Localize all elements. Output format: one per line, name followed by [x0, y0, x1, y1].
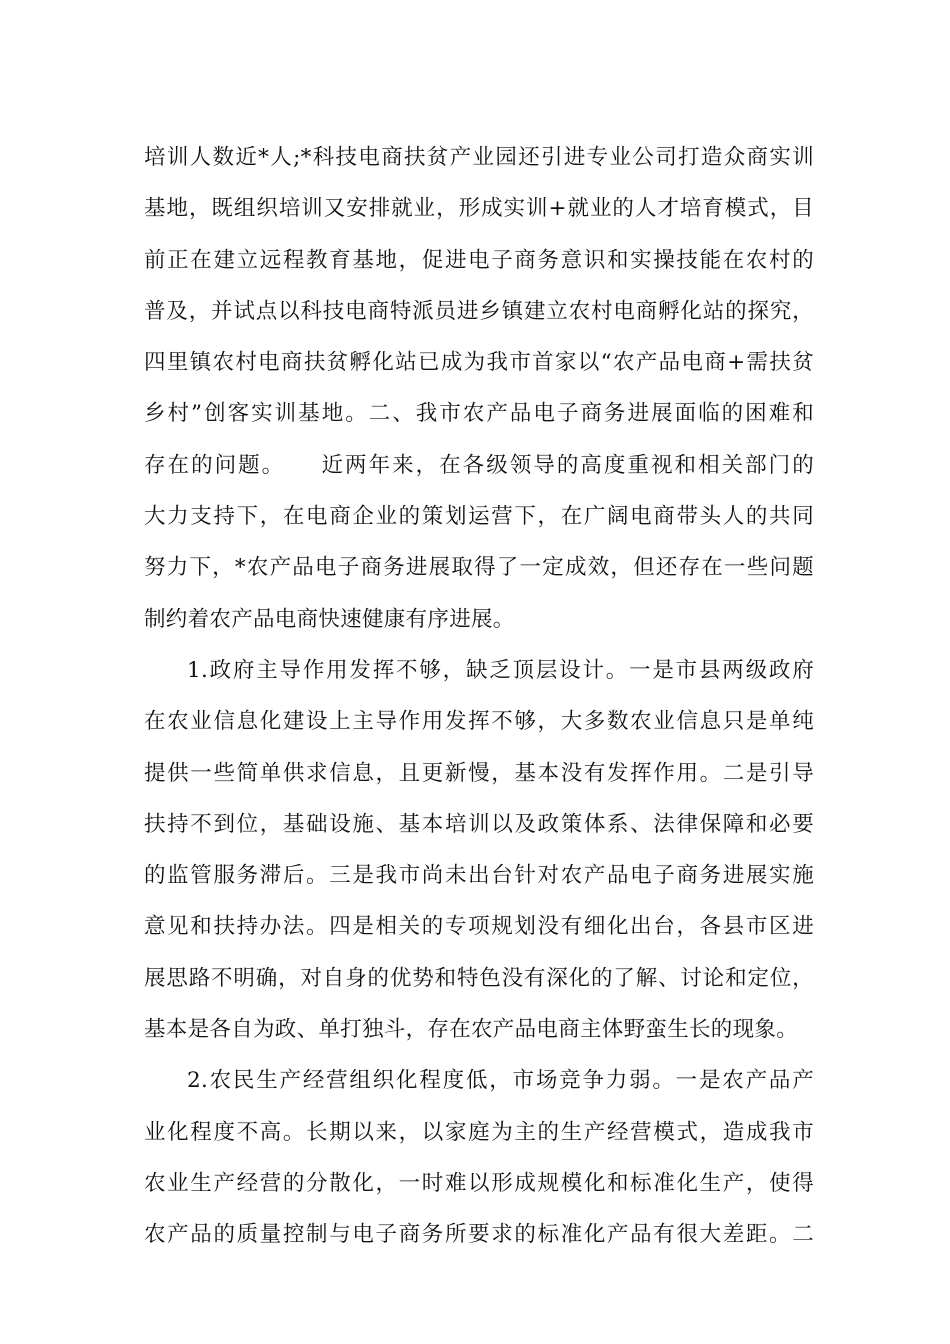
text-line: 的监管服务滞后。三是我市尚未出台针对农产品电子商务进展实施: [144, 863, 814, 889]
text-line: 提供一些简单供求信息，且更新慢，基本没有发挥作用。二是引导: [144, 760, 814, 786]
text-line: 大力支持下，在电商企业的策划运营下，在广阔电商带头人的共同: [144, 504, 814, 530]
text-line: 制约着农产品电商快速健康有序进展。: [144, 606, 515, 632]
text-line: 基本是各自为政、单打独斗，存在农产品电商主体野蛮生长的现象。: [144, 1017, 799, 1043]
text-line: 农产品的质量控制与电子商务所要求的标准化产品有很大差距。二: [144, 1222, 814, 1248]
text-line: 意见和扶持办法。四是相关的专项规划没有细化出台，各县市区进: [144, 914, 814, 940]
text-line: 乡村”创客实训基地。二、我市农产品电子商务进展面临的困难和: [144, 401, 814, 427]
text-line: 扶持不到位，基础设施、基本培训以及政策体系、法律保障和必要: [144, 811, 814, 837]
text-line: 普及，并试点以科技电商特派员进乡镇建立农村电商孵化站的探究，: [144, 298, 814, 324]
text-line: 培训人数近*人;*科技电商扶贫产业园还引进专业公司打造众商实训: [144, 145, 814, 170]
text-line: 存在的问题。 近两年来，在各级领导的高度重视和相关部门的: [144, 452, 814, 478]
text-line: 2.农民生产经营组织化程度低，市场竞争力弱。一是农产品产: [187, 1068, 814, 1094]
text-line: 努力下，*农产品电子商务进展取得了一定成效，但还存在一些问题: [144, 555, 814, 581]
text-line: 1.政府主导作用发挥不够，缺乏顶层设计。一是市县两级政府: [187, 657, 814, 683]
text-line: 展思路不明确，对自身的优势和特色没有深化的了解、讨论和定位，: [144, 965, 814, 991]
text-line: 农业生产经营的分散化，一时难以形成规模化和标准化生产，使得: [144, 1170, 814, 1196]
text-line: 业化程度不高。长期以来，以家庭为主的生产经营模式，造成我市: [144, 1119, 814, 1145]
text-line: 四里镇农村电商扶贫孵化站已成为我市首家以“农产品电商+需扶贫: [144, 350, 814, 376]
text-line: 前正在建立远程教育基地，促进电子商务意识和实操技能在农村的: [144, 247, 814, 273]
text-line: 在农业信息化建设上主导作用发挥不够，大多数农业信息只是单纯: [144, 709, 814, 735]
document-body: [144, 135, 814, 1264]
text-line: 基地，既组织培训又安排就业，形成实训+就业的人才培育模式，目: [144, 196, 814, 222]
